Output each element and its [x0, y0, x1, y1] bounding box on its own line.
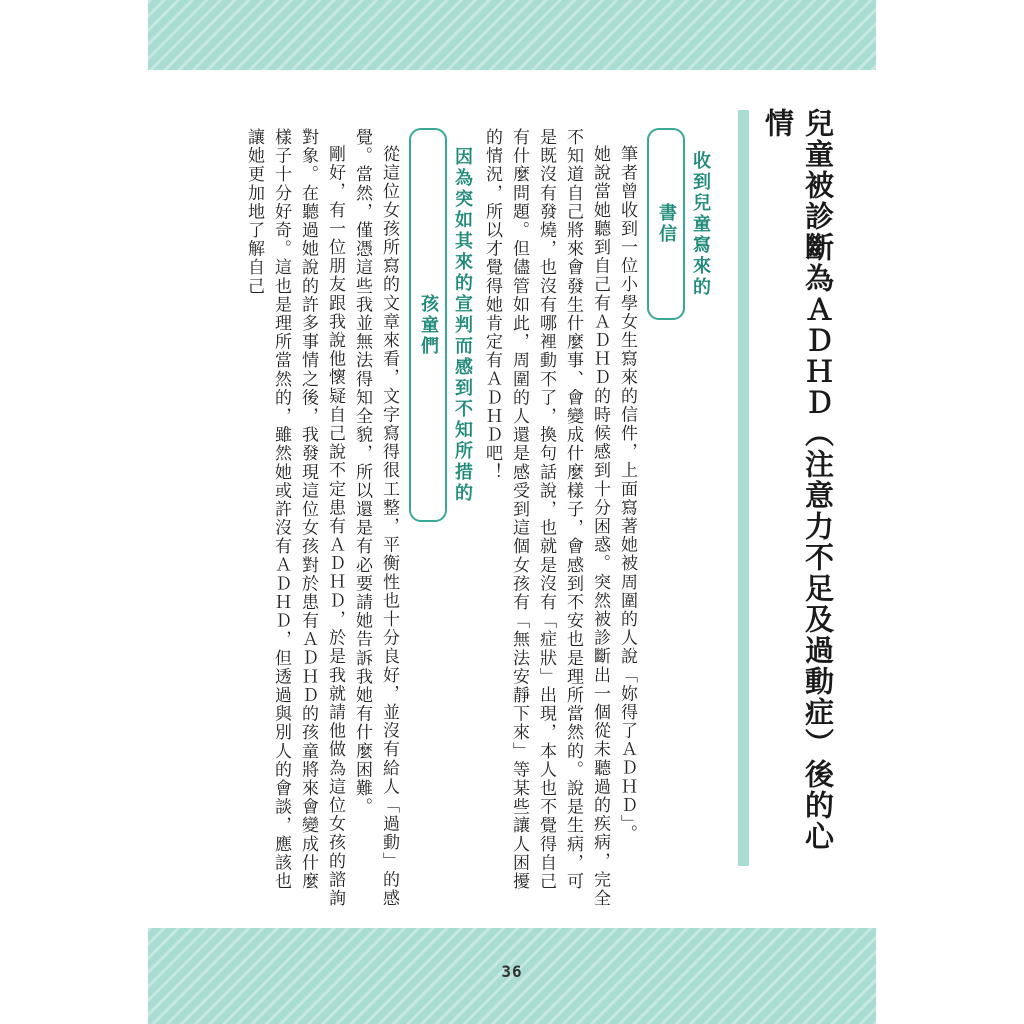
section-heading-1: 收到兒童寫來的書信 — [656, 150, 711, 298]
top-decorative-band — [148, 0, 876, 70]
title-accent-bar — [738, 110, 749, 866]
paragraph: 剛好，有一位朋友跟我說他懷疑自己說不定患有ＡＤＨＤ，於是我就請他做為這位女孩的諮詢對象。在聽過她說的許多事情之後，我發現這位女孩對於患有ＡＤＨＤ的孩童將來會變成什麼樣子十分好奇。這也是理所當然的，雖然她或許沒有ＡＤＨＤ，但透過與別人的會談，應該也讓她更加地了解自己 — [244, 128, 345, 908]
section-heading-box-1 — [647, 128, 711, 320]
paragraph: 從這位女孩所寫的文章來看，文字寫得很工整，平衡性也十分良好，並沒有給人「過動」的感覺。當然，僅憑這些我並無法得知全貌，所以還是有必要請她告訴我她有什麼困難。 — [352, 128, 399, 908]
page-title: 兒童被診斷為ＡＤＨＤ（注意力不足及過動症）後的心情 — [761, 108, 835, 852]
section-heading-2: 因為突如其來的宣判而感到不知所措的孩童們 — [418, 146, 473, 504]
section-body-2 — [212, 128, 402, 908]
section-heading-box-2 — [409, 128, 473, 522]
paragraph: 筆者曾收到一位小學女生寫來的信件，上面寫著她被周圍的人說「妳得了ＡＤＨＤ」。 — [617, 145, 637, 844]
page-number: 36 — [501, 962, 523, 981]
paragraph: 她說當她聽到自己有ＡＤＨＤ的時候感到十分困惑。突然被診斷出一個從未聽過的疾病，完全不知道自己將來會發生什麼事、會變成什麼樣子，會感到不安也是理所當然的。說是生病，可是既沒有發燒，也沒有哪裡動不了，換句話說，也就是沒有「症狀」出現，本人也不覺得自己有什麼問題。但儘管如此，周圍的人還是感受到這個女孩有「無法安靜下來」等某些讓人困擾的情況，所以才覺得她肯定有ＡＤＨＤ吧！ — [482, 128, 610, 908]
